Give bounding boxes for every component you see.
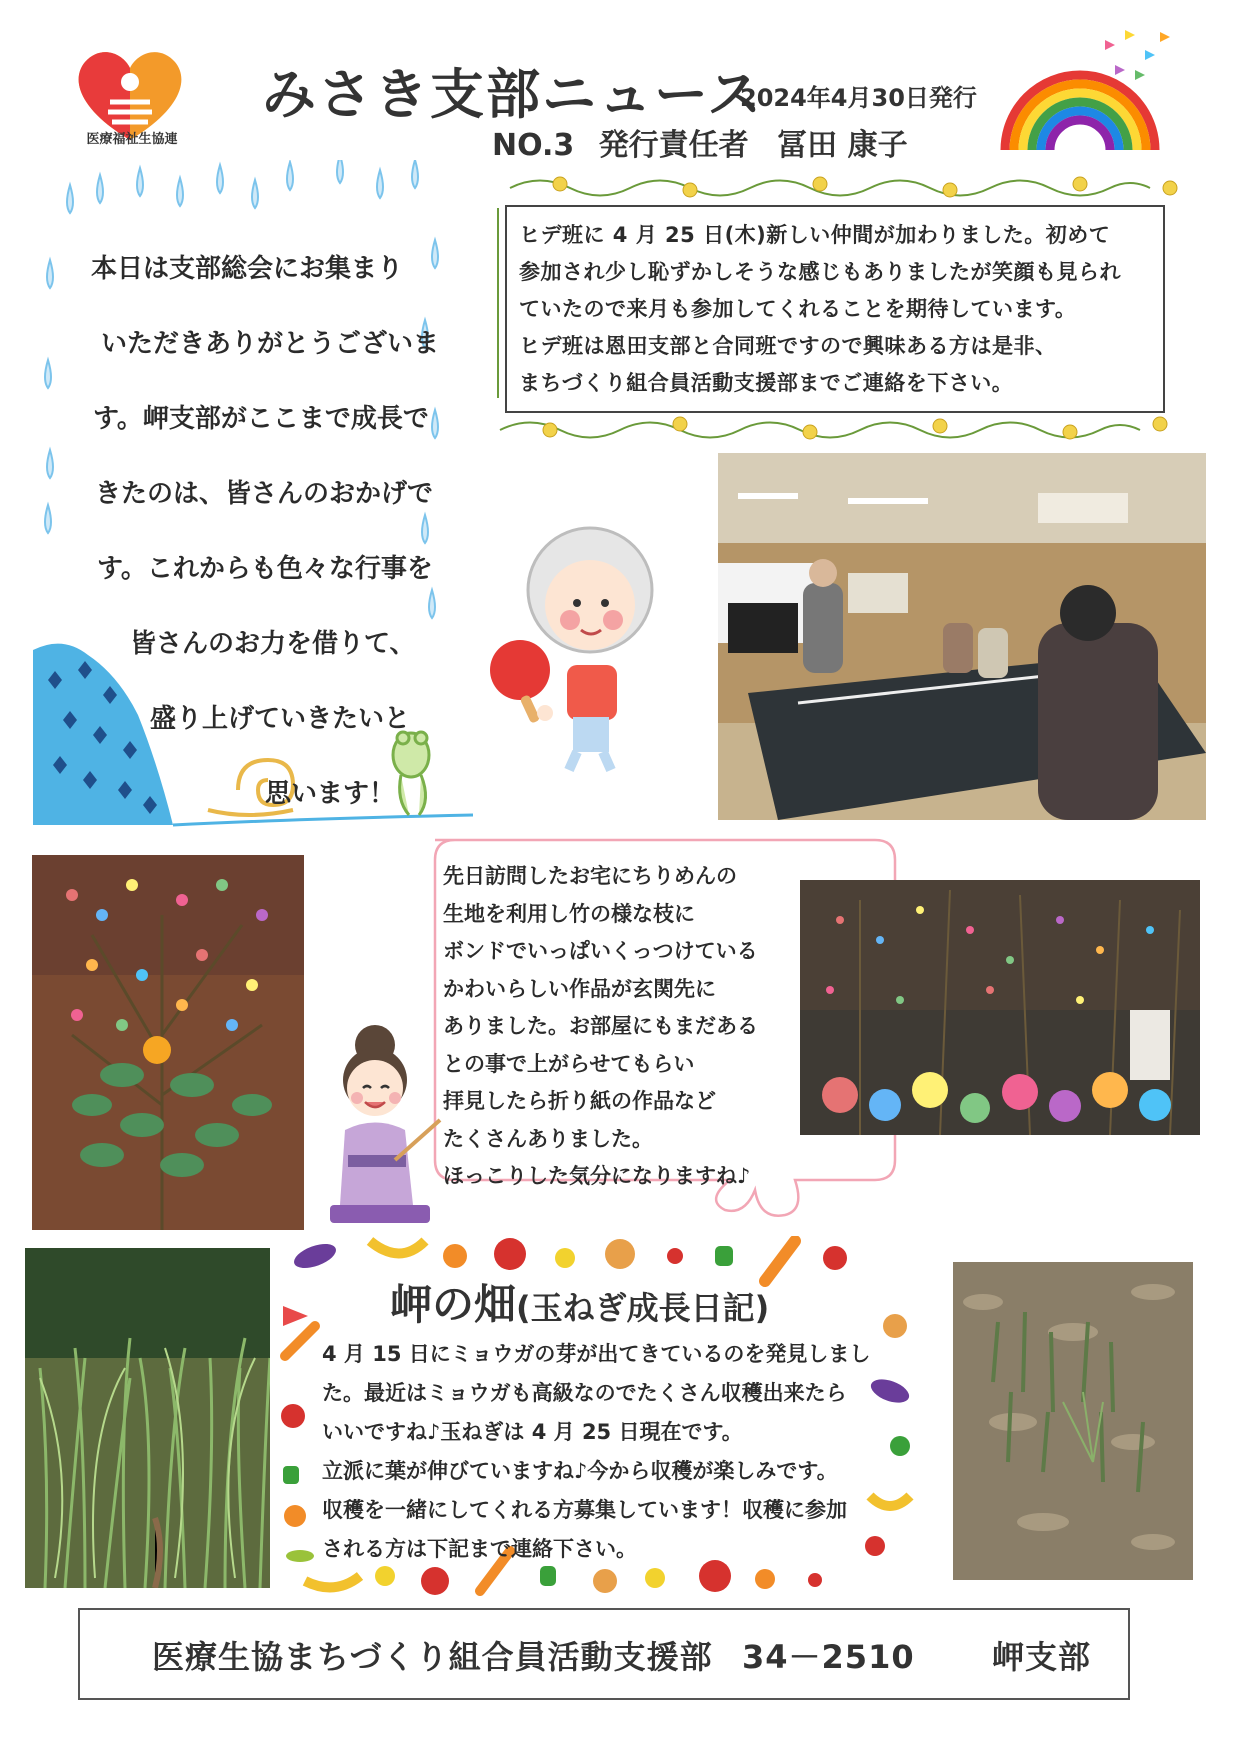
farm-title-main: 岬の畑 <box>390 1280 517 1329</box>
greeting-line: す。岬支部がここまで成長で <box>93 404 429 434</box>
farm-title <box>390 1272 769 1332</box>
visit-line: ありました。お部屋にもまだある <box>443 1014 758 1038</box>
greeting-line: いただきありがとうございま <box>101 329 440 359</box>
farm-line: 4 月 15 日にミョウガの芽が出てきているのを発見しまし <box>322 1342 871 1366</box>
visit-line: ほっこりした気分になりますね♪ <box>443 1164 751 1188</box>
onion-field-photo <box>25 1248 270 1588</box>
greeting-line: す。これからも色々な行事を <box>97 554 433 584</box>
visit-line: かわいらしい作品が玄関先に <box>443 976 716 1001</box>
greeting-message <box>85 232 465 832</box>
greeting-line: 盛り上げていきたいと <box>150 704 411 734</box>
pingpong-photo <box>718 453 1206 820</box>
farm-line: 収穫を一緒にしてくれる方募集しています！収穫に参加 <box>322 1498 847 1522</box>
visit-line: との事で上がらせてもらい <box>443 1051 695 1076</box>
news-line: 参加され少し恥ずかしそうな感じもありましたが笑顔も見られ <box>519 260 1121 284</box>
issue-number: NO.3 <box>492 128 575 163</box>
publisher-label: 発行責任者 <box>598 128 749 163</box>
footer-department: 医療生協まちづくり組合員活動支援部 <box>152 1638 713 1676</box>
footer-branch: 岬支部 <box>992 1638 1092 1676</box>
farm-line: される方は下記まで連絡下さい。 <box>322 1537 637 1561</box>
farm-line: た。最近はミョウガも高級なのでたくさん収穫出来たら <box>322 1381 847 1405</box>
origami-display-photo <box>800 880 1200 1135</box>
myoga-sprouts-photo <box>953 1262 1193 1580</box>
publisher-name: 冨田 康子 <box>777 128 908 163</box>
news-line: ていたので来月も参加してくれることを期待しています。 <box>519 297 1077 321</box>
news-line: ヒデ班に 4 月 25 日(木)新しい仲間が加わりました。初めて <box>519 223 1111 247</box>
farm-line: いいですね♪玉ねぎは 4 月 25 日現在です。 <box>322 1420 743 1444</box>
greeting-line: きたのは、皆さんのおかげで <box>95 479 434 509</box>
org-name: 医療福祉生協連 <box>86 132 178 147</box>
page-title: みさき支部ニュース <box>262 63 764 126</box>
visit-line: たくさんありました。 <box>443 1126 653 1151</box>
rainbow-illustration <box>995 20 1175 160</box>
visit-line: 拝見したら折り紙の作品など <box>443 1089 716 1113</box>
issue-date: 2024年4月30日発行 <box>740 84 977 112</box>
farm-line: 立派に葉が伸びていますね♪今から収穫が楽しみです。 <box>322 1459 838 1483</box>
news-line: まちづくり組合員活動支援部までご連絡を下さい。 <box>519 371 1014 395</box>
news-box <box>505 205 1165 413</box>
kimono-lady-illustration <box>315 1010 445 1225</box>
greeting-line: 思います！ <box>265 779 396 809</box>
issue-line <box>492 120 908 164</box>
visit-line: ボンドでいっぱいくっつけている <box>443 939 758 963</box>
greeting-line: 皆さんのお力を借りて、 <box>130 629 416 659</box>
grandma-pingpong-illustration <box>485 525 670 780</box>
news-line: ヒデ班は恩田支部と合同班ですので興味ある方は是非、 <box>519 334 1057 358</box>
visit-line: 生地を利用し竹の様な枝に <box>443 901 695 926</box>
chirimen-branch-photo <box>32 855 304 1230</box>
greeting-line: 本日は支部総会にお集まり <box>91 254 404 284</box>
farm-title-sub: (玉ねぎ成長日記) <box>516 1289 770 1327</box>
visit-line: 先日訪問したお宅にちりめんの <box>443 864 737 888</box>
contact-footer <box>78 1608 1130 1700</box>
farm-diary <box>322 1335 912 1569</box>
footer-phone: 34－2510 <box>742 1638 915 1676</box>
